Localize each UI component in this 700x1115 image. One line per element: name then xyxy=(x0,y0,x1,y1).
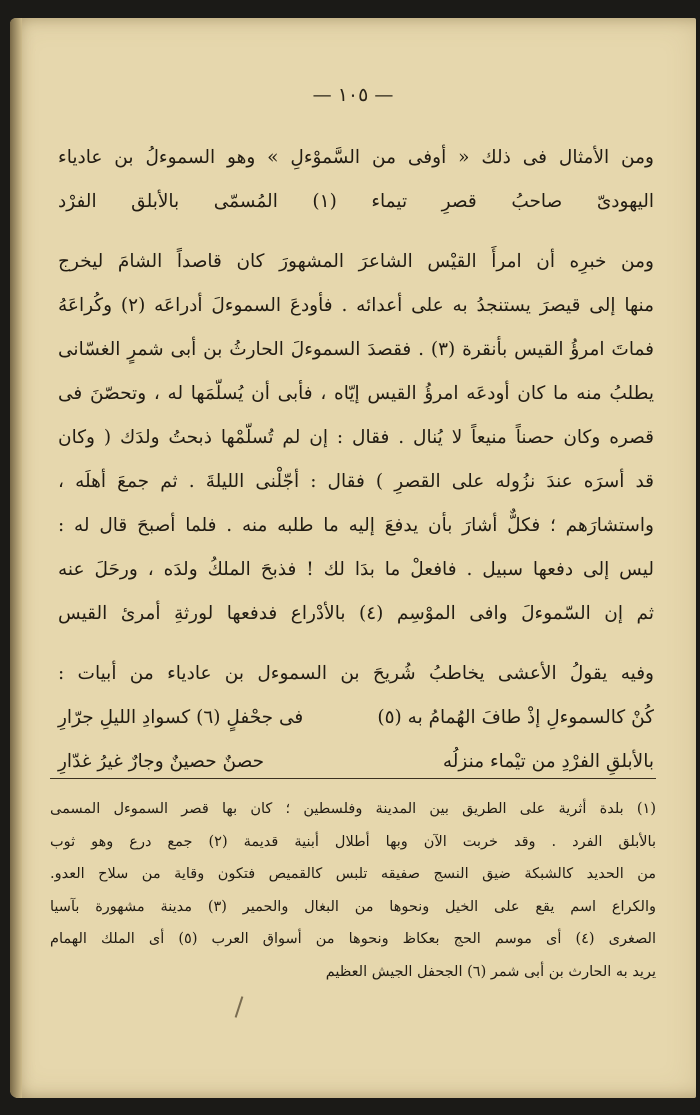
text-line: ليس إلى دفعها سبيل . فافعلْ ما بدَا لك ! فذبحَ الملكُ ولدَه ، ورحَلَ عنه xyxy=(58,559,654,580)
footnote-divider xyxy=(50,778,656,779)
poem-verse xyxy=(58,696,654,740)
page-number: — ١٠٥ — xyxy=(312,84,394,106)
text-line: ثم إن السّموءلَ وافى الموْسِم (٤) بالأدْراع فدفعها لورثةِ أمرئ القيس xyxy=(58,603,654,624)
footnotes xyxy=(50,793,656,988)
text-line: يطلبُ منه ما كان أودعَه امرؤُ القيس إيّاه ، فأبى أن يُسلّمَها له ، وتحصّنَ فى xyxy=(58,383,654,404)
verse-first-hemistich: بالأبلقِ الفرْدِ من تيْماء منزلُه xyxy=(442,751,654,772)
text-line: فماتَ امرؤُ القيس بأنقرة (٣) . فقصدَ السموءلَ الحارثُ بن أبى شمرٍ الغسّانى xyxy=(58,339,654,360)
footnote-line: (١) بلدة أثرية على الطريق بين المدينة وفلسطين ؛ كان بها قصر السموءل المسمى xyxy=(50,801,656,817)
pencil-mark xyxy=(235,996,244,1018)
verse-second-hemistich: حصنٌ حصينٌ وجارٌ غيرُ غدّارِ xyxy=(58,751,265,772)
text-line: ومن الأمثال فى ذلك « أوفى من السَّموْءلِ » وهو السموءلُ بن عادياء xyxy=(58,147,654,168)
footnote-line: والكراع اسم يقع على الخيل ونحوها من البغال والحمير (٣) مدينة مشهورة بآسيا xyxy=(50,898,656,915)
text-line: واستشارَهم ؛ فكلٌّ أشارَ بأن يدفعَ إليه ما طلبه منه . فلما أصبحَ قال له : xyxy=(58,515,654,536)
verse-first-hemistich: كُنْ كالسموءلِ إذْ طافَ الهُمامُ به (٥) xyxy=(377,707,654,728)
verse-second-hemistich: فى جحْفلٍ (٦) كسوادِ الليلِ جرّارِ xyxy=(58,707,304,728)
book-page xyxy=(10,18,696,1098)
footnote-line: يريد به الحارث بن أبى شمر (٦) الجحفل الجيش العظيم xyxy=(325,963,656,980)
book-spine-shadow xyxy=(10,18,22,1098)
text-line: اليهودىّ صاحبُ قصرِ تيماء (١) المُسمّى بالأبلق الفرْد xyxy=(58,191,654,212)
footnote-line: من الحديد كالشبكة ضيق النسج صفيقه تلبس كالقميص فتكون وقاية من سلاح العدو. xyxy=(50,866,656,882)
text-line: ومن خبرِه أن امرأَ القيْس الشاعرَ المشهورَ كان قاصداً الشامَ ليخرج xyxy=(58,251,654,272)
text-line: قصره وكان حصناً منيعاً لا يُنال . فقال : إن لم تُسلّمْها ذبحتُ ولدَك ( وكان xyxy=(58,427,654,448)
paragraph-gap xyxy=(58,224,654,240)
text-line: قد أسرَه عندَ نزُوله على القصرِ ) فقال : أجّلْنى الليلةَ . ثم جمعَ أهلَه ، xyxy=(58,471,654,492)
text-line: منها إلى قيصرَ يستنجدُ به على أعدائه . فأودعَ السموءلَ أدراعَه (٢) وكُراعَهُ xyxy=(58,295,654,316)
main-text xyxy=(58,136,654,784)
paragraph-gap xyxy=(58,636,654,652)
text-line: وفيه يقولُ الأعشى يخاطبُ شُريحَ بن السموءل بن عادياء من أبيات : xyxy=(58,663,654,684)
footnote-line: بالأبلق الفرد . وقد خربت الآن وبها أطلال أبنية قديمة (٢) جمع درع وهو ثوب xyxy=(50,833,656,850)
footnote-line: الصغرى (٤) أى موسم الحج بعكاظ ونحوها من أسواق العرب (٥) أى الملك الهمام xyxy=(50,931,656,947)
